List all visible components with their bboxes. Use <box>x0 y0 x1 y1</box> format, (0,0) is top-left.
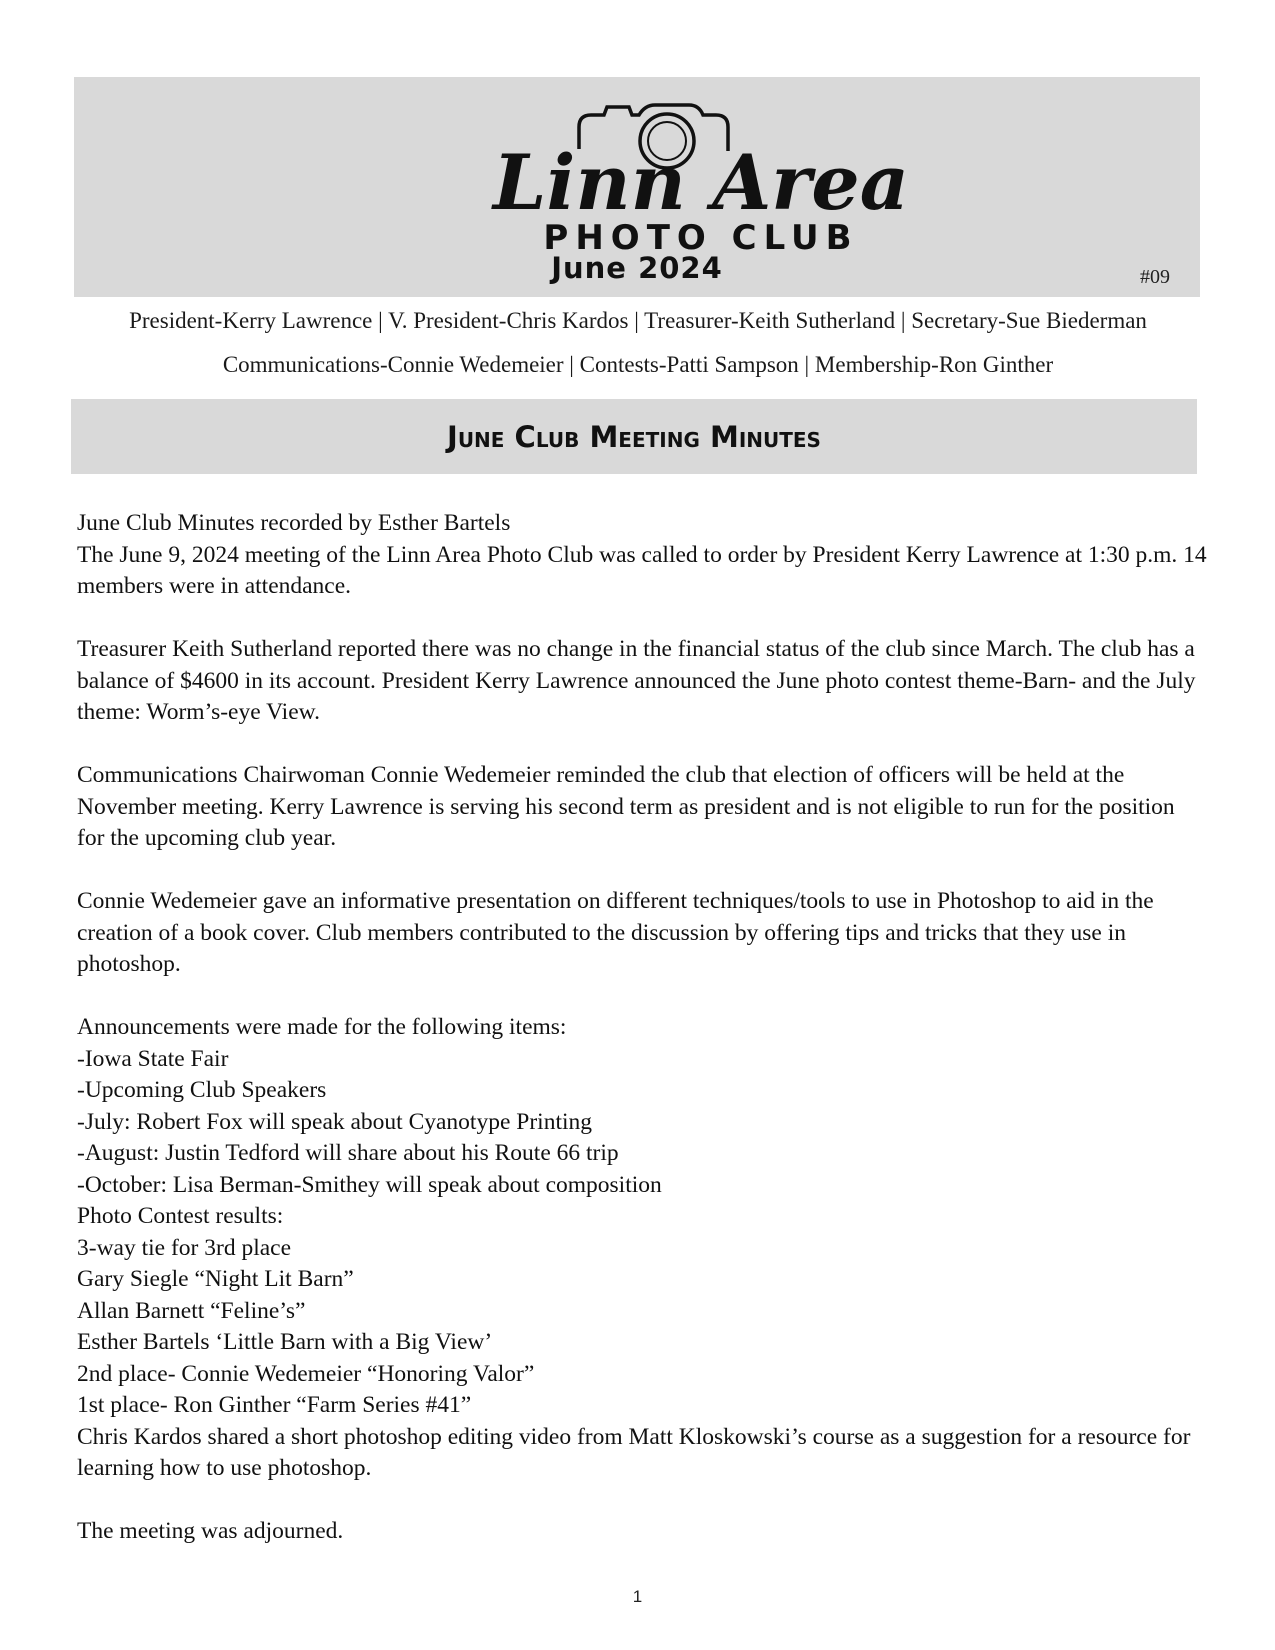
minutes-paragraph: The June 9, 2024 meeting of the Linn Area Photo Club was called to order by President Kerry Lawrence at 1:30 p.m. 14 members were in attendance. <box>77 541 1207 599</box>
minutes-paragraph: Connie Wedemeier gave an informative presentation on different techniques/tools to use in Photoshop to aid in the creation of a book cover. Club members contributed to the discussion by offering tips and tricks that they use in photoshop. <box>77 888 1154 977</box>
minutes-paragraph: Treasurer Keith Sutherland reported there was no change in the financial status of the club since March. The club has a balance of $4600 in its account. President Kerry Lawrence announced the June photo contest theme-Barn- and the July theme: Worm’s-eye View. <box>77 636 1196 725</box>
officers-line-1: President-Kerry Lawrence | V. President-Chris Kardos | Treasurer-Keith Sutherland | Secretary-Sue Biederman <box>129 308 1147 333</box>
announcements-list <box>77 1012 1207 1422</box>
list-item: -July: Robert Fox will speak about Cyanotype Printing <box>77 1108 593 1135</box>
list-item: 2nd place- Connie Wedemeier “Honoring Valor” <box>77 1360 535 1387</box>
list-item: -Iowa State Fair <box>77 1045 229 1072</box>
list-item: Gary Siegle “Night Lit Barn” <box>77 1266 354 1292</box>
issue-number: #09 <box>1140 266 1170 288</box>
meeting-minutes <box>77 508 1207 1548</box>
list-item: Photo Contest results: <box>77 1203 284 1229</box>
minutes-paragraph: Chris Kardos shared a short photoshop editing video from Matt Kloskowski’s course as a suggestion for a resource for learning how to use photoshop. <box>77 1423 1191 1481</box>
club-logo <box>479 91 924 256</box>
section-header <box>71 399 1197 474</box>
section-title: June Club Meeting Minutes <box>447 420 821 454</box>
minutes-closing: The meeting was adjourned. <box>77 1518 344 1544</box>
list-item: Announcements were made for the following items: <box>77 1014 567 1040</box>
list-item: -Upcoming Club Speakers <box>77 1077 327 1103</box>
list-item: 3-way tie for 3rd place <box>77 1234 292 1261</box>
list-item: Esther Bartels ‘Little Barn with a Big View’ <box>77 1329 493 1355</box>
logo-subtitle: PHOTO CLUB <box>543 218 859 256</box>
page-number: 1 <box>632 1587 643 1606</box>
header-banner <box>74 77 1200 297</box>
minutes-paragraph: Communications Chairwoman Connie Wedemeier reminded the club that election of officers will be held at the November meeting. Kerry Lawrence is serving his second term as president and is not eligible to run for the position for the upcoming club year. <box>77 762 1175 851</box>
list-item: 1st place- Ron Ginther “Farm Series #41” <box>77 1392 472 1418</box>
issue-date: June 2024 <box>551 251 723 285</box>
list-item: -August: Justin Tedford will share about his Route 66 trip <box>77 1140 619 1166</box>
list-item: Allan Barnett “Feline’s” <box>77 1297 306 1324</box>
logo-title: Linn Area <box>493 138 909 227</box>
minutes-recorder: June Club Minutes recorded by Esther Bartels <box>77 510 511 536</box>
officers-line-2: Communications-Connie Wedemeier | Contests-Patti Sampson | Membership-Ron Ginther <box>222 352 1054 377</box>
list-item: -October: Lisa Berman-Smithey will speak about composition <box>77 1171 662 1198</box>
